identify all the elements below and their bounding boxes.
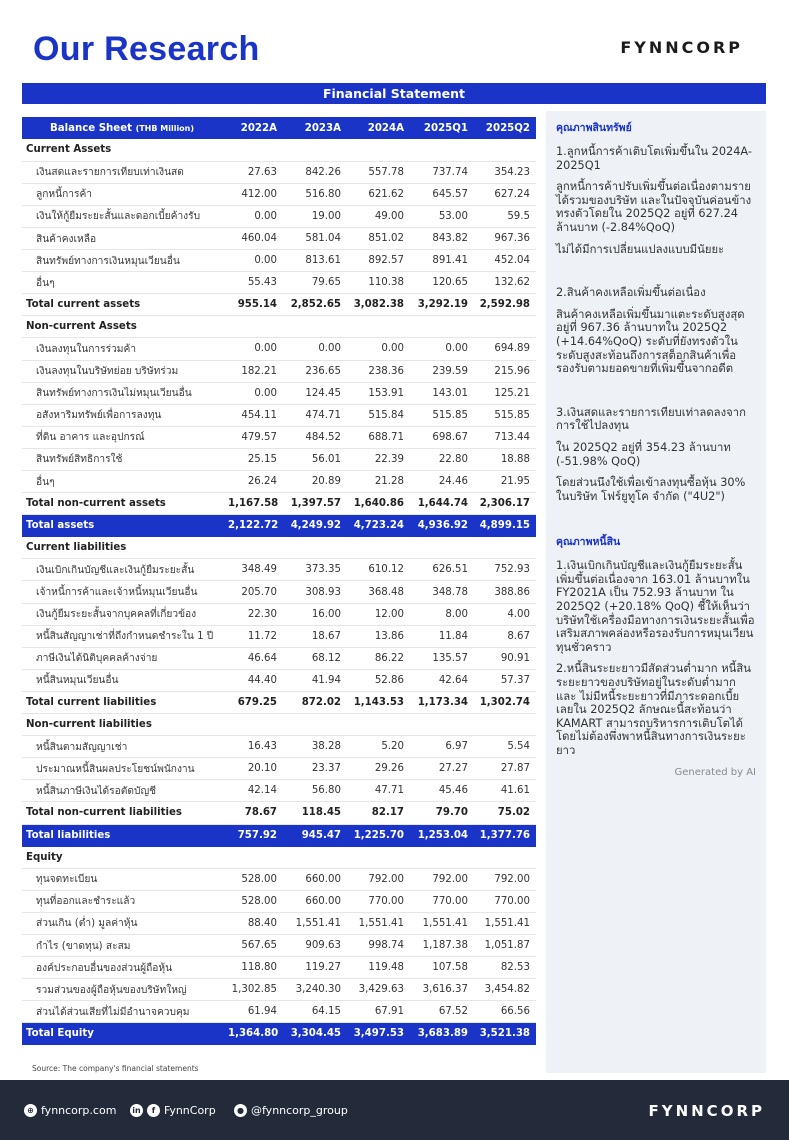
row-label: หนี้สินหมุนเวียนอื่น — [22, 669, 228, 691]
row-label: Total liabilities — [22, 824, 228, 846]
row-value: 1,364.80 — [228, 1023, 283, 1045]
row-value: 49.00 — [347, 205, 410, 227]
row-value: 27.27 — [410, 758, 474, 780]
row-value: 22.39 — [347, 448, 410, 470]
row-value: 679.25 — [228, 691, 283, 713]
table-row — [22, 780, 536, 802]
row-value: 843.82 — [410, 227, 474, 249]
footer-line[interactable]: ● @fynncorp_group — [234, 1104, 348, 1117]
row-value: 1,225.70 — [347, 824, 410, 846]
row-value: 412.00 — [228, 183, 283, 205]
row-value: 752.93 — [474, 559, 536, 581]
generated-by-ai-label: Generated by AI — [674, 767, 756, 778]
row-value: 757.92 — [228, 824, 283, 846]
table-row — [22, 912, 536, 934]
row-value: 90.91 — [474, 647, 536, 669]
row-value: 29.26 — [347, 758, 410, 780]
row-value: 143.01 — [410, 382, 474, 404]
row-label: หนี้สินสัญญาเช่าที่ถึงกำหนดชำระใน 1 ปี — [22, 625, 228, 647]
row-value: 1,173.34 — [410, 691, 474, 713]
row-value: 813.61 — [283, 250, 347, 272]
balance-sheet-table — [22, 117, 536, 1045]
row-value: 78.67 — [228, 802, 283, 824]
footer-brand-logo: FYNNCORP — [648, 1102, 765, 1120]
row-value: 688.71 — [347, 426, 410, 448]
row-label: สินค้าคงเหลือ — [22, 227, 228, 249]
row-value: 22.80 — [410, 448, 474, 470]
row-value: 8.00 — [410, 603, 474, 625]
row-value: 22.30 — [228, 603, 283, 625]
row-value: 567.65 — [228, 934, 283, 956]
row-value: 236.65 — [283, 360, 347, 382]
row-label: Total non-current assets — [22, 493, 228, 515]
row-value: 4,936.92 — [410, 515, 474, 537]
row-label: เงินกู้ยืมระยะสั้นจากบุคคลที่เกี่ยวข้อง — [22, 603, 228, 625]
row-value: 770.00 — [347, 890, 410, 912]
row-value: 891.41 — [410, 250, 474, 272]
table-row — [22, 625, 536, 647]
row-label: ทุนที่ออกและชำระแล้ว — [22, 890, 228, 912]
row-value: 82.53 — [474, 957, 536, 979]
row-label: ส่วนเกิน (ต่ำ) มูลค่าหุ้น — [22, 912, 228, 934]
row-value: 842.26 — [283, 161, 347, 183]
asset-point-3-body: ใน 2025Q2 อยู่ที่ 354.23 ล้านบาท (-51.98% QoQ) — [556, 440, 731, 468]
row-label: Total Equity — [22, 1023, 228, 1045]
row-value: 23.37 — [283, 758, 347, 780]
row-value: 626.51 — [410, 559, 474, 581]
row-value: 153.91 — [347, 382, 410, 404]
row-value: 3,521.38 — [474, 1023, 536, 1045]
row-label: เงินลงทุนในการร่วมค้า — [22, 338, 228, 360]
row-label: Total current liabilities — [22, 691, 228, 713]
row-value: 998.74 — [347, 934, 410, 956]
row-value: 67.52 — [410, 1001, 474, 1023]
table-row — [22, 934, 536, 956]
liability-point-1: 1.เงินเบิกเกินบัญชีและเงินกู้ยืมระยะสั้นเพิ่มขึ้นต่อเนื่องจาก 163.01 ล้านบาทใน FY2021A เป็น 752.93 ล้านบาท ใน 2025Q2 (+20.18% QoQ) ชี้ให้เห็นว่าบริษัทใช้เครื่องมือทางการเงินระยะสั้นเพื่อเสริมสภาพคล่องหรือรองรับการหมุนเวียนทุนชั่วคราว — [556, 559, 755, 654]
row-value: 238.36 — [347, 360, 410, 382]
row-value: 6.97 — [410, 736, 474, 758]
row-value: 11.84 — [410, 625, 474, 647]
asset-point-2-body: สินค้าคงเหลือเพิ่มขึ้นมาแตะระดับสูงสุดอยู่ที่ 967.36 ล้านบาทใน 2025Q2 (+14.64%QoQ) ระดับที่ยังทรงตัวในระดับสูงสะท้อนถึงการสต็อกสินค้าเพื่อรองรับตามยอดขายที่เพิ่มขึ้นจากอดีต — [556, 307, 745, 376]
row-value: 792.00 — [347, 868, 410, 890]
page-title: Our Research — [33, 30, 260, 68]
col-header: 2023A — [283, 117, 347, 139]
row-label: Current Assets — [22, 139, 536, 161]
row-value: 46.64 — [228, 647, 283, 669]
row-value: 945.47 — [283, 824, 347, 846]
table-row — [22, 161, 536, 183]
table-row — [22, 736, 536, 758]
row-value: 67.91 — [347, 1001, 410, 1023]
row-value: 41.61 — [474, 780, 536, 802]
row-value: 4,723.24 — [347, 515, 410, 537]
row-value: 119.27 — [283, 957, 347, 979]
row-value: 660.00 — [283, 890, 347, 912]
row-value: 82.17 — [347, 802, 410, 824]
col-header: 2025Q1 — [410, 117, 474, 139]
row-label: อื่นๆ — [22, 272, 228, 294]
row-value: 0.00 — [228, 382, 283, 404]
row-label: องค์ประกอบอื่นของส่วนผู้ถือหุ้น — [22, 957, 228, 979]
table-total-row — [22, 515, 536, 537]
row-value: 16.43 — [228, 736, 283, 758]
row-value: 698.67 — [410, 426, 474, 448]
table-row — [22, 890, 536, 912]
row-value: 59.5 — [474, 205, 536, 227]
row-value: 68.12 — [283, 647, 347, 669]
table-row — [22, 559, 536, 581]
table-section-row — [22, 714, 536, 736]
source-note: Source: The company's financial statements — [32, 1064, 199, 1073]
row-label: Current liabilities — [22, 537, 536, 559]
row-value: 460.04 — [228, 227, 283, 249]
row-value: 892.57 — [347, 250, 410, 272]
table-section-row — [22, 316, 536, 338]
row-value: 1,551.41 — [474, 912, 536, 934]
row-value: 3,304.45 — [283, 1023, 347, 1045]
asset-point-3-title: 3.เงินสดและรายการเทียบเท่าลดลงจากการใช้ไปลงทุน — [556, 405, 746, 433]
row-value: 1,377.76 — [474, 824, 536, 846]
row-value: 645.57 — [410, 183, 474, 205]
row-value: 348.78 — [410, 581, 474, 603]
row-value: 1,143.53 — [347, 691, 410, 713]
row-value: 1,551.41 — [347, 912, 410, 934]
table-row — [22, 205, 536, 227]
row-value: 118.80 — [228, 957, 283, 979]
row-value: 120.65 — [410, 272, 474, 294]
row-value: 792.00 — [410, 868, 474, 890]
table-total-row — [22, 294, 536, 316]
row-value: 205.70 — [228, 581, 283, 603]
row-value: 3,429.63 — [347, 979, 410, 1001]
asset-point-1-body: ลูกหนี้การค้าปรับเพิ่มขึ้นต่อเนื่องตามรายได้รวมของบริษัท และในปัจจุบันค่อนข้างทรงตัวโดยใน 2025Q2 อยู่ที่ 627.24 ล้านบาท (-2.84%QoQ) — [556, 180, 752, 234]
row-value: 47.71 — [347, 780, 410, 802]
row-value: 1,051.87 — [474, 934, 536, 956]
row-value: 1,302.85 — [228, 979, 283, 1001]
row-value: 3,082.38 — [347, 294, 410, 316]
footer-website[interactable]: ⊕ fynncorp.com — [24, 1104, 116, 1117]
row-value: 484.52 — [283, 426, 347, 448]
row-value: 8.67 — [474, 625, 536, 647]
row-value: 581.04 — [283, 227, 347, 249]
row-value: 528.00 — [228, 868, 283, 890]
row-label: เงินลงทุนในบริษัทย่อย บริษัทร่วม — [22, 360, 228, 382]
globe-icon: ⊕ — [24, 1104, 37, 1117]
asset-point-3-note: โดยส่วนนึงใช้เพื่อเข้าลงทุนซื้อหุ้น 30% ในบริษัท โฟร์ยูทูโค จำกัด ("4U2") — [556, 476, 746, 503]
row-value: 373.35 — [283, 559, 347, 581]
row-value: 42.64 — [410, 669, 474, 691]
table-row — [22, 979, 536, 1001]
table-row — [22, 581, 536, 603]
row-value: 0.00 — [410, 338, 474, 360]
row-value: 4.00 — [474, 603, 536, 625]
row-value: 694.89 — [474, 338, 536, 360]
row-value: 11.72 — [228, 625, 283, 647]
row-value: 348.49 — [228, 559, 283, 581]
row-value: 1,551.41 — [283, 912, 347, 934]
row-value: 45.46 — [410, 780, 474, 802]
row-value: 20.10 — [228, 758, 283, 780]
row-value: 16.00 — [283, 603, 347, 625]
row-value: 515.84 — [347, 404, 410, 426]
row-value: 125.21 — [474, 382, 536, 404]
row-label: เจ้าหนี้การค้าและเจ้าหนี้หมุนเวียนอื่น — [22, 581, 228, 603]
row-value: 66.56 — [474, 1001, 536, 1023]
table-row — [22, 426, 536, 448]
row-value: 479.57 — [228, 426, 283, 448]
table-row — [22, 758, 536, 780]
table-row — [22, 250, 536, 272]
row-value: 557.78 — [347, 161, 410, 183]
row-value: 610.12 — [347, 559, 410, 581]
row-value: 41.94 — [283, 669, 347, 691]
asset-point-1-note: ไม่ได้มีการเปลี่ยนแปลงแบบมีนัยยะ — [556, 242, 725, 256]
liability-point-2: 2.หนี้สินระยะยาวมีสัดส่วนต่ำมาก หนี้สินระยะยาวของบริษัทอยู่ในระดับต่ำมากและ ไม่มีหนี้ระยะยาวที่มีภาระดอกเบี้ยเลยใน 2025Q2 ลักษณะนี้สะท้อนว่า KAMART สามารถบริหารการเติบโตได้โดยไม่ต้องพึ่งพาหนี้สินทางการเงินระยะยาว — [556, 662, 752, 757]
table-row — [22, 360, 536, 382]
col-header: 2022A — [228, 117, 283, 139]
row-value: 909.63 — [283, 934, 347, 956]
footer — [0, 1080, 789, 1140]
brand-logo: FYNNCORP — [620, 38, 743, 57]
row-value: 118.45 — [283, 802, 347, 824]
table-total-row — [22, 493, 536, 515]
row-value: 454.11 — [228, 404, 283, 426]
row-value: 528.00 — [228, 890, 283, 912]
row-value: 119.48 — [347, 957, 410, 979]
table-header-label: Balance Sheet (THB Million) — [22, 117, 228, 139]
row-value: 215.96 — [474, 360, 536, 382]
table-row — [22, 338, 536, 360]
row-value: 3,497.53 — [347, 1023, 410, 1045]
row-value: 44.40 — [228, 669, 283, 691]
row-label: อสังหาริมทรัพย์เพื่อการลงทุน — [22, 404, 228, 426]
row-value: 86.22 — [347, 647, 410, 669]
table-row — [22, 868, 536, 890]
row-label: อื่นๆ — [22, 471, 228, 493]
row-value: 110.38 — [347, 272, 410, 294]
row-value: 52.86 — [347, 669, 410, 691]
row-label: เงินสดและรายการเทียบเท่าเงินสด — [22, 161, 228, 183]
row-value: 25.15 — [228, 448, 283, 470]
row-label: ส่วนได้ส่วนเสียที่ไม่มีอำนาจควบคุม — [22, 1001, 228, 1023]
asset-point-2-title: 2.สินค้าคงเหลือเพิ่มขึ้นต่อเนื่อง — [556, 286, 706, 300]
row-value: 3,454.82 — [474, 979, 536, 1001]
row-label: ภาษีเงินได้นิติบุคคลค้างจ่าย — [22, 647, 228, 669]
row-value: 474.71 — [283, 404, 347, 426]
row-value: 57.37 — [474, 669, 536, 691]
row-value: 135.57 — [410, 647, 474, 669]
row-value: 0.00 — [228, 250, 283, 272]
row-value: 1,640.86 — [347, 493, 410, 515]
facebook-icon: f — [147, 1104, 160, 1117]
row-value: 3,292.19 — [410, 294, 474, 316]
row-value: 42.14 — [228, 780, 283, 802]
row-label: ประมาณหนี้สินผลประโยชน์พนักงาน — [22, 758, 228, 780]
table-row — [22, 471, 536, 493]
row-label: Equity — [22, 846, 536, 868]
row-label: กำไร (ขาดทุน) สะสม — [22, 934, 228, 956]
row-value: 5.54 — [474, 736, 536, 758]
row-value: 0.00 — [347, 338, 410, 360]
row-value: 515.85 — [410, 404, 474, 426]
row-value: 124.45 — [283, 382, 347, 404]
row-value: 182.21 — [228, 360, 283, 382]
row-value: 55.43 — [228, 272, 283, 294]
row-value: 53.00 — [410, 205, 474, 227]
row-value: 2,852.65 — [283, 294, 347, 316]
row-value: 627.24 — [474, 183, 536, 205]
row-label: Non-current Assets — [22, 316, 536, 338]
table-row — [22, 1001, 536, 1023]
row-value: 61.94 — [228, 1001, 283, 1023]
row-value: 851.02 — [347, 227, 410, 249]
row-value: 3,616.37 — [410, 979, 474, 1001]
row-value: 2,592.98 — [474, 294, 536, 316]
row-value: 132.62 — [474, 272, 536, 294]
row-value: 26.24 — [228, 471, 283, 493]
table-section-row — [22, 537, 536, 559]
row-value: 13.86 — [347, 625, 410, 647]
row-value: 1,253.04 — [410, 824, 474, 846]
table-row — [22, 647, 536, 669]
row-value: 713.44 — [474, 426, 536, 448]
row-value: 0.00 — [283, 338, 347, 360]
row-value: 21.28 — [347, 471, 410, 493]
row-value: 792.00 — [474, 868, 536, 890]
table-row — [22, 272, 536, 294]
table-row — [22, 404, 536, 426]
col-header: 2025Q2 — [474, 117, 536, 139]
row-value: 516.80 — [283, 183, 347, 205]
table-row — [22, 448, 536, 470]
asset-point-1-title: 1.ลูกหนี้การค้าเติบโตเพิ่มขึ้นใน 2024A-2025Q1 — [556, 145, 752, 172]
table-row — [22, 669, 536, 691]
table-row — [22, 603, 536, 625]
row-value: 64.15 — [283, 1001, 347, 1023]
footer-social[interactable]: in f FynnCorp — [130, 1104, 216, 1117]
row-label: Non-current liabilities — [22, 714, 536, 736]
row-value: 0.00 — [228, 338, 283, 360]
table-total-row — [22, 691, 536, 713]
row-value: 56.01 — [283, 448, 347, 470]
table-row — [22, 382, 536, 404]
row-value: 388.86 — [474, 581, 536, 603]
row-label: หนี้สินตามสัญญาเช่า — [22, 736, 228, 758]
row-value: 4,899.15 — [474, 515, 536, 537]
row-value: 27.63 — [228, 161, 283, 183]
row-label: Total assets — [22, 515, 228, 537]
table-total-row — [22, 802, 536, 824]
table-row — [22, 183, 536, 205]
table-row — [22, 957, 536, 979]
row-label: ลูกหนี้การค้า — [22, 183, 228, 205]
row-label: เงินให้กู้ยืมระยะสั้นและดอกเบี้ยค้างรับ — [22, 205, 228, 227]
row-label: สินทรัพย์สิทธิการใช้ — [22, 448, 228, 470]
row-value: 1,551.41 — [410, 912, 474, 934]
row-value: 24.46 — [410, 471, 474, 493]
row-label: รวมส่วนของผู้ถือหุ้นของบริษัทใหญ่ — [22, 979, 228, 1001]
row-value: 1,644.74 — [410, 493, 474, 515]
linkedin-icon: in — [130, 1104, 143, 1117]
row-value: 1,397.57 — [283, 493, 347, 515]
row-label: หนี้สินภาษีเงินได้รอตัดบัญชี — [22, 780, 228, 802]
row-value: 107.58 — [410, 957, 474, 979]
row-label: Total non-current liabilities — [22, 802, 228, 824]
row-value: 12.00 — [347, 603, 410, 625]
analysis-panel — [546, 111, 766, 1073]
row-value: 368.48 — [347, 581, 410, 603]
table-row — [22, 227, 536, 249]
row-value: 56.80 — [283, 780, 347, 802]
row-value: 19.00 — [283, 205, 347, 227]
col-header: 2024A — [347, 117, 410, 139]
liability-quality-heading: คุณภาพหนี้สิน — [556, 536, 621, 549]
row-value: 2,306.17 — [474, 493, 536, 515]
row-value: 770.00 — [474, 890, 536, 912]
row-value: 18.67 — [283, 625, 347, 647]
row-value: 770.00 — [410, 890, 474, 912]
table-total-row — [22, 824, 536, 846]
row-value: 21.95 — [474, 471, 536, 493]
row-label: สินทรัพย์ทางการเงินไม่หมุนเวียนอื่น — [22, 382, 228, 404]
row-value: 1,167.58 — [228, 493, 283, 515]
table-section-row — [22, 139, 536, 161]
row-value: 967.36 — [474, 227, 536, 249]
table-section-row — [22, 846, 536, 868]
row-value: 4,249.92 — [283, 515, 347, 537]
row-value: 79.70 — [410, 802, 474, 824]
row-label: ที่ดิน อาคาร และอุปกรณ์ — [22, 426, 228, 448]
row-value: 79.65 — [283, 272, 347, 294]
row-value: 354.23 — [474, 161, 536, 183]
row-value: 660.00 — [283, 868, 347, 890]
row-value: 38.28 — [283, 736, 347, 758]
row-value: 5.20 — [347, 736, 410, 758]
row-value: 452.04 — [474, 250, 536, 272]
row-value: 18.88 — [474, 448, 536, 470]
row-value: 1,187.38 — [410, 934, 474, 956]
row-value: 621.62 — [347, 183, 410, 205]
row-value: 872.02 — [283, 691, 347, 713]
table-header-row — [22, 117, 536, 139]
row-value: 239.59 — [410, 360, 474, 382]
row-value: 1,302.74 — [474, 691, 536, 713]
row-value: 3,683.89 — [410, 1023, 474, 1045]
asset-quality-heading: คุณภาพสินทรัพย์ — [556, 122, 632, 134]
row-value: 2,122.72 — [228, 515, 283, 537]
row-value: 955.14 — [228, 294, 283, 316]
row-value: 308.93 — [283, 581, 347, 603]
row-label: สินทรัพย์ทางการเงินหมุนเวียนอื่น — [22, 250, 228, 272]
row-value: 20.89 — [283, 471, 347, 493]
section-banner: Financial Statement — [22, 83, 766, 104]
row-value: 0.00 — [228, 205, 283, 227]
row-value: 27.87 — [474, 758, 536, 780]
row-value: 75.02 — [474, 802, 536, 824]
row-value: 88.40 — [228, 912, 283, 934]
row-value: 3,240.30 — [283, 979, 347, 1001]
table-total-row — [22, 1023, 536, 1045]
row-label: ทุนจดทะเบียน — [22, 868, 228, 890]
row-value: 515.85 — [474, 404, 536, 426]
row-label: Total current assets — [22, 294, 228, 316]
line-chat-icon: ● — [234, 1104, 247, 1117]
row-value: 737.74 — [410, 161, 474, 183]
row-label: เงินเบิกเกินบัญชีและเงินกู้ยืมระยะสั้น — [22, 559, 228, 581]
